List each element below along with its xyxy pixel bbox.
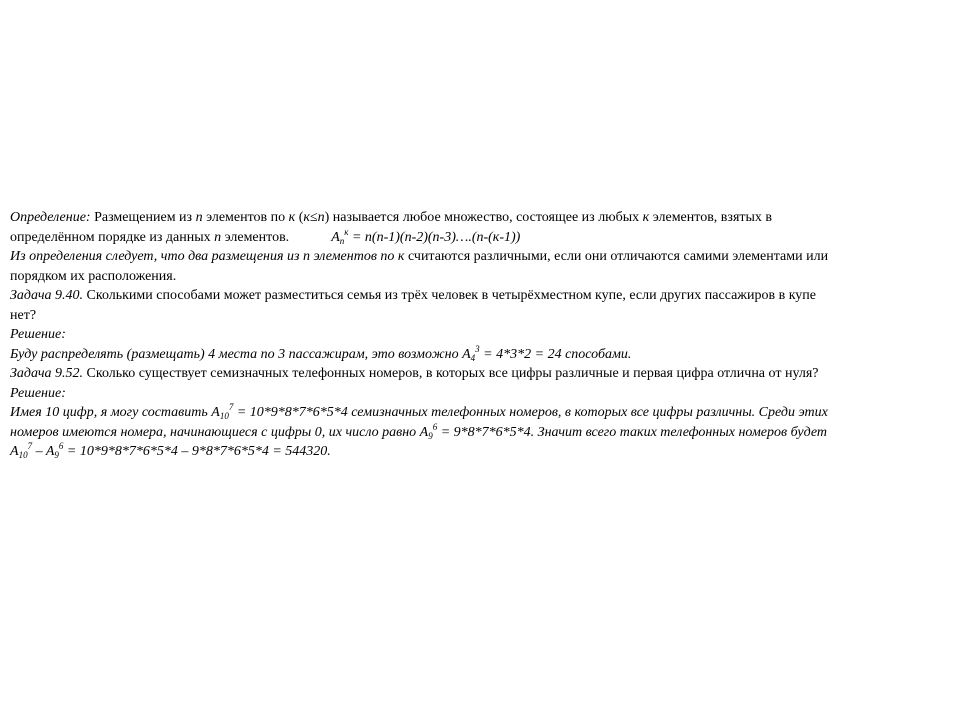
formula-sub: 10 <box>219 411 229 421</box>
consequence-line-1 <box>10 247 950 267</box>
task1-line-1 <box>10 286 950 306</box>
var-n: n <box>317 210 325 225</box>
consequence-line-2 <box>10 267 950 287</box>
le-symbol: ≤ <box>309 210 318 225</box>
definition-text: элементов. <box>221 229 290 245</box>
placement-formula <box>331 226 521 246</box>
task1-line-2 <box>10 306 950 326</box>
definition-text: ) называется любое множество, состоящее из любых <box>324 210 643 225</box>
task1-text: Сколькими способами может разместиться семья из трёх человек в четырёхместном купе, если других пассажиров в купе <box>83 288 816 303</box>
task2-label: Задача 9.52. <box>10 366 84 381</box>
formula-sup: 6 <box>432 421 438 432</box>
var-k: к <box>303 210 310 225</box>
task2-solution-text: – <box>32 444 46 459</box>
formula-sup: 6 <box>58 441 64 451</box>
task1-solution-text: Буду распределять (размещать) 4 места по 3 пассажирам, это возможно <box>10 346 463 362</box>
formula-A: A <box>331 229 340 245</box>
consequence-text: элементов по <box>309 249 398 264</box>
task2-line-1 <box>10 364 950 384</box>
task1-label: Задача 9.40. <box>10 288 84 303</box>
definition-text: элементов по <box>202 210 289 225</box>
formula-sup: 3 <box>475 343 480 354</box>
task1-solution-label: Решение: <box>10 327 66 342</box>
task2-text: Сколько существует семизначных телефонных номеров, в которых все цифры различные и первая цифра отлична от нуля? <box>83 366 819 381</box>
formula-sub: 9 <box>428 430 433 441</box>
consequence-text: Из определения следует, что два размещения из <box>10 249 303 264</box>
definition-text: элементов, взятых в <box>649 210 773 225</box>
formula-sub: n <box>339 235 345 246</box>
formula-sup: 7 <box>27 441 33 451</box>
document-text <box>10 208 950 462</box>
formula-A: A <box>462 346 471 362</box>
task2-solution-line-2 <box>10 423 950 443</box>
formula-A: A <box>10 444 19 459</box>
consequence-text: порядком их расположения. <box>10 268 177 284</box>
formula-sup: к <box>344 226 349 237</box>
var-n: n <box>214 229 222 245</box>
formula-A: A <box>419 424 429 440</box>
formula-A: A <box>211 405 220 420</box>
formula-sub: 4 <box>470 352 476 363</box>
var-n: n <box>195 210 203 225</box>
task2-solution-line-3 <box>10 442 950 462</box>
task2-solution-label: Решение: <box>10 385 66 401</box>
task1-text: нет? <box>10 307 37 323</box>
var-n: n <box>302 249 310 264</box>
formula-A: A <box>45 444 55 459</box>
formula-body: = n(n-1)(n-2)(n-3)….(n-(к-1)) <box>348 229 521 245</box>
var-k: к <box>397 249 405 264</box>
definition-label: Определение: <box>10 210 91 225</box>
formula-sub: 9 <box>54 450 59 460</box>
definition-text: ( <box>295 210 304 225</box>
task2-solution-text: = 9*8*7*6*5*4. Значит всего таких телефонных номеров будет <box>437 424 827 440</box>
definition-text: определённом порядке из данных <box>10 229 215 245</box>
definition-text: Размещением из <box>90 210 196 225</box>
task2-solution-text: = 10*9*8*7*6*5*4 – 9*8*7*6*5*4 = 544320. <box>63 444 331 459</box>
definition-line-2 <box>10 228 950 248</box>
formula-sup: 7 <box>228 402 234 412</box>
task2-solution-text: = 10*9*8*7*6*5*4 семизначных телефонных номеров, в которых все цифры различны. Среди этих <box>233 405 828 420</box>
definition-line-1 <box>10 208 950 228</box>
consequence-text: считаются различными, если они отличаются самими элементами или <box>404 249 829 264</box>
task2-solution-line-1 <box>10 403 950 423</box>
task2-solution-text: Имея 10 цифр, я могу составить <box>10 405 212 420</box>
var-k: к <box>642 210 650 225</box>
task2-solution-text: номеров имеются номера, начинающиеся с цифры 0, их число равно <box>10 424 420 440</box>
task1-solution <box>10 345 950 365</box>
task1-solution-text: = 4*3*2 = 24 способами. <box>479 346 632 362</box>
formula-sub: 10 <box>18 450 28 460</box>
var-k: к <box>288 210 296 225</box>
